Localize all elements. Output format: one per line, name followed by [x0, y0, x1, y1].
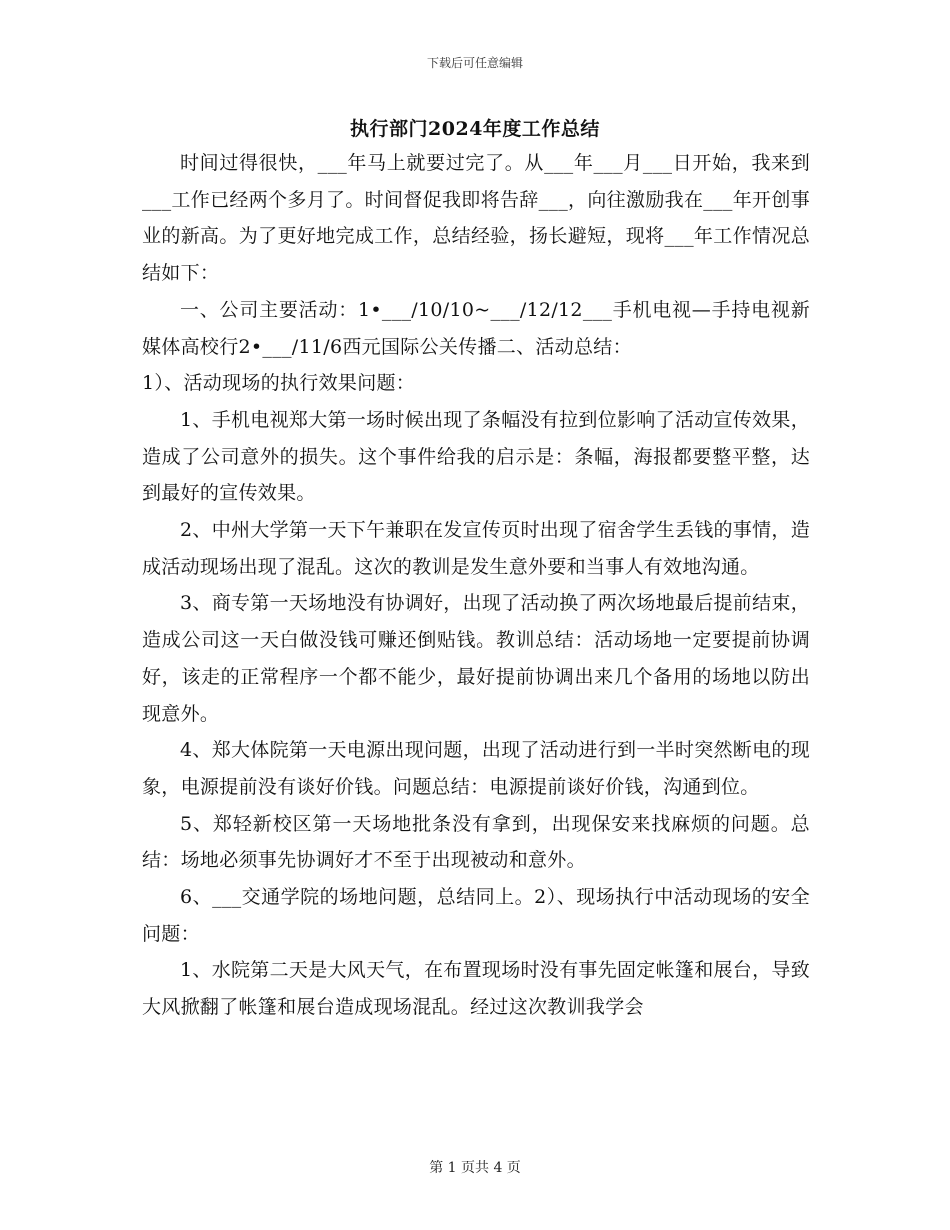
paragraph-item: 1、水院第二天是大风天气，在布置现场时没有事先固定帐篷和展台，导致大风掀翻了帐篷和展台造成现场混乱。经过这次教训我学会 — [142, 959, 810, 1019]
paragraph-intro: 时间过得很快，___年马上就要过完了。从___年___月___日开始，我来到___工作已经两个多月了。时间督促我即将告辞___，向往激励我在___年开创事业的新高。为了更好地完成工作，总结经验，扬长避短，现将___年工作情况总结如下： — [142, 152, 810, 285]
paragraph-item: 6、___交通学院的场地问题，总结同上。2）、现场执行中活动现场的安全问题： — [142, 886, 810, 945]
paragraph-main-activities: 一、公司主要活动：1•___/10/10~___/12/12___手机电视—手持电视新媒体高校行2•___/11/6西元国际公关传播二、活动总结： — [142, 298, 810, 358]
document-body — [142, 145, 810, 1026]
paragraph-item: 5、郑轻新校区第一天场地批条没有拿到，出现保安来找麻烦的问题。总结：场地必须事先协调好才不至于出现被动和意外。 — [142, 812, 810, 872]
document-title: 执行部门2024年度工作总结 — [350, 118, 600, 140]
header-note: 下载后可任意编辑 — [426, 56, 523, 70]
paragraph-item: 1、手机电视郑大第一场时候出现了条幅没有拉到位影响了活动宣传效果，造成了公司意外的损失。这个事件给我的启示是：条幅，海报都要整平整，达到最好的宣传效果。 — [142, 408, 810, 505]
paragraph-item: 2、中州大学第一天下午兼职在发宣传页时出现了宿舍学生丢钱的事情，造成活动现场出现了混乱。这次的教训是发生意外要和当事人有效地沟通。 — [142, 519, 810, 578]
page-number: 第 1 页共 4 页 — [429, 1160, 521, 1176]
paragraph-item: 4、郑大体院第一天电源出现问题，出现了活动进行到一半时突然断电的现象，电源提前没有谈好价钱。问题总结：电源提前谈好价钱，沟通到位。 — [142, 739, 810, 798]
paragraph-item: 3、商专第一天场地没有协调好，出现了活动换了两次场地最后提前结束，造成公司这一天白做没钱可赚还倒贴钱。教训总结：活动场地一定要提前协调好，该走的正常程序一个都不能少，最好提前协调出来几个备用的场地以防出现意外。 — [142, 592, 810, 725]
paragraph-section-heading: 1）、活动现场的执行效果问题： — [142, 372, 416, 395]
